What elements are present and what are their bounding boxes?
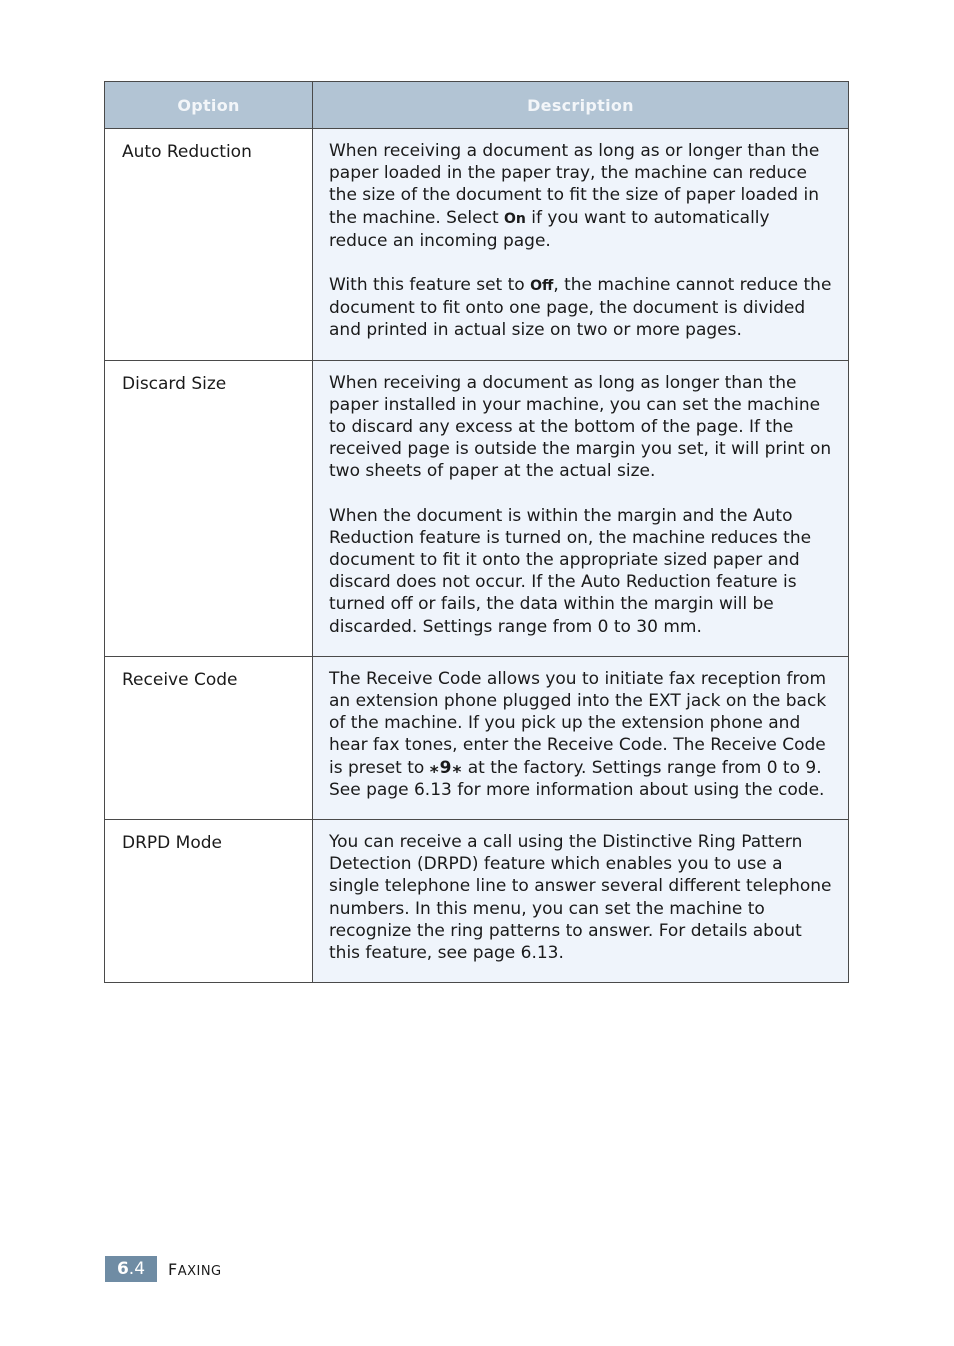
receive-code-symbol: ⁎9⁎ bbox=[429, 757, 463, 778]
option-description bbox=[313, 360, 849, 656]
description-paragraph bbox=[329, 274, 832, 342]
text-run: With this feature set to bbox=[329, 275, 531, 296]
option-description bbox=[313, 820, 849, 983]
text-run: When receiving a document as long as or longer than the paper loaded in the paper tray, the machine can reduce the size of the document to fit the size of paper loaded in the machine. Select bbox=[329, 141, 820, 228]
table-row bbox=[105, 820, 849, 983]
text-run: , the machine cannot reduce the document to fit onto one page, the document is divided and printed in actual size on two or more pages. bbox=[329, 275, 832, 341]
keyword-off: Off bbox=[530, 278, 554, 295]
page-major: 6 bbox=[116, 1259, 129, 1279]
description-paragraph: You can receive a call using the Distinctive Ring Pattern Detection (DRPD) feature which enables you to use a single telephone line to answer several different telephone numbers. In this menu, you can set the machine to recognize the ring patterns to answer. For details about this feature, see page 6.13. bbox=[329, 832, 832, 964]
header-description: Description bbox=[313, 82, 849, 129]
description-paragraph bbox=[329, 668, 832, 801]
table-row bbox=[105, 129, 849, 361]
header-option: Option bbox=[105, 82, 313, 129]
description-paragraph: When receiving a document as long as longer than the paper installed in your machine, you can set the machine to discard any excess at the bottom of the page. If the received page is outside the margin you set, it will print on two sheets of paper at the actual size. bbox=[329, 372, 832, 482]
text-run: at the factory. Settings range from 0 to 9. See page 6.13 for more information about using the code. bbox=[329, 757, 825, 800]
page-number-badge bbox=[105, 1256, 157, 1282]
option-name: Auto Reduction bbox=[105, 129, 313, 361]
chapter-rest: AXING bbox=[177, 1263, 222, 1279]
option-description bbox=[313, 129, 849, 361]
text-run: The Receive Code allows you to initiate fax reception from an extension phone plugged into the EXT jack on the back of the machine. If you pick up the extension phone and hear fax tones, enter the Receive Code. The Receive Code is preset to bbox=[329, 668, 827, 778]
option-name: DRPD Mode bbox=[105, 820, 313, 983]
options-table bbox=[104, 81, 849, 983]
table-header-row bbox=[105, 82, 849, 129]
option-name: Receive Code bbox=[105, 656, 313, 819]
option-name: Discard Size bbox=[105, 360, 313, 656]
table-row bbox=[105, 360, 849, 656]
table-row bbox=[105, 656, 849, 819]
keyword-on: On bbox=[504, 210, 526, 227]
page-minor: .4 bbox=[128, 1259, 146, 1279]
description-paragraph bbox=[329, 140, 832, 252]
chapter-title bbox=[168, 1260, 222, 1279]
page-footer bbox=[105, 1256, 222, 1282]
option-description bbox=[313, 656, 849, 819]
description-paragraph: When the document is within the margin and the Auto Reduction feature is turned on, the machine reduces the document to fit it onto the appropriate sized paper and discard does not occur. If the Auto Reduction feature is turned off or fails, the data within the margin will be discarded. Settings range from 0 to 30 mm. bbox=[329, 505, 812, 637]
chapter-initial: F bbox=[168, 1259, 178, 1279]
text-run: if you want to automatically reduce an incoming page. bbox=[329, 207, 770, 251]
